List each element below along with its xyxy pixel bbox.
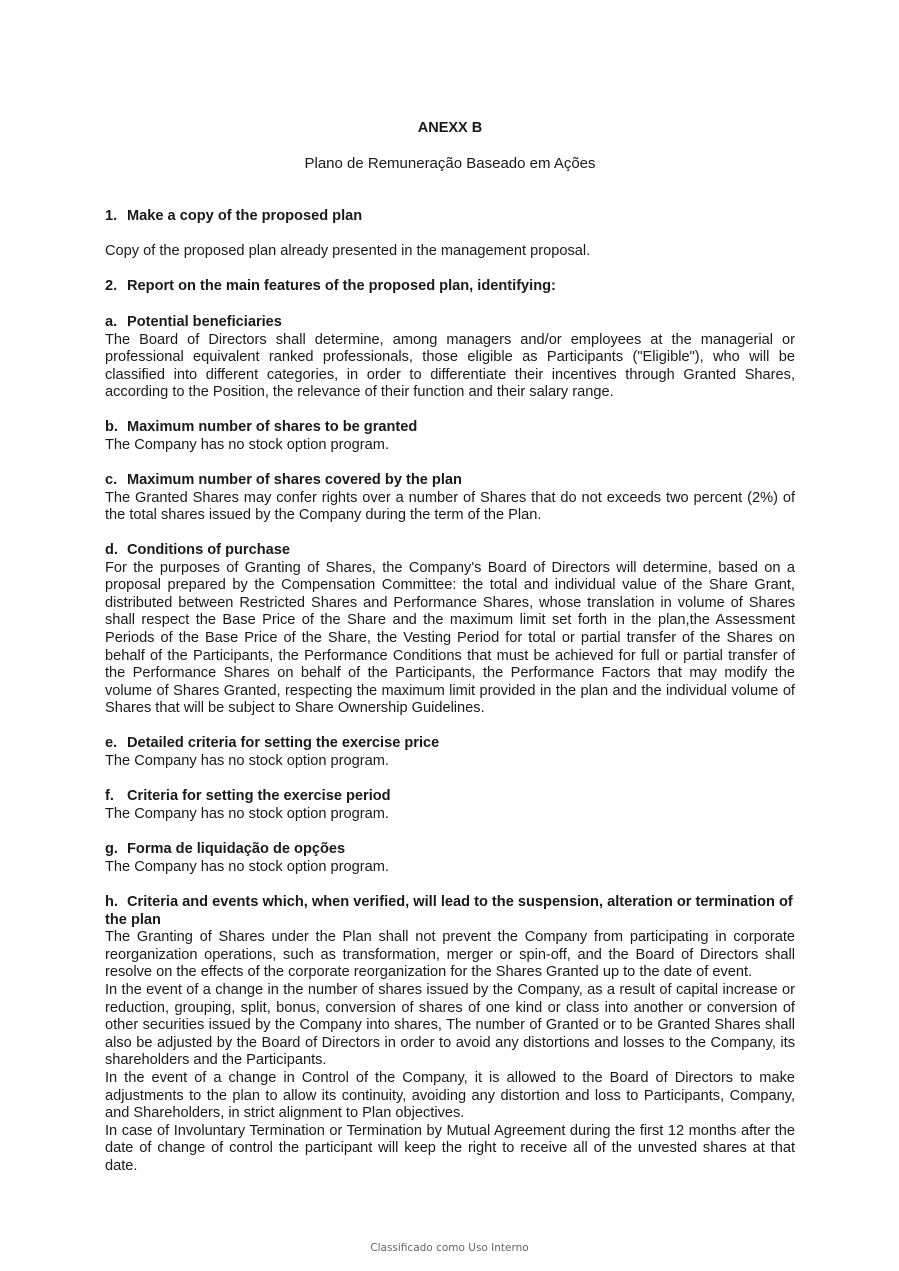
section-g-heading: g. Forma de liquidação de opções: [105, 841, 346, 857]
section-c-heading: c. Maximum number of shares covered by the plan: [105, 472, 462, 488]
section-f: [105, 788, 795, 823]
section-1-body: Copy of the proposed plan already presented in the management proposal.: [105, 243, 591, 259]
section-h: [105, 894, 795, 1176]
section-a: [105, 314, 795, 402]
section-b-text: The Company has no stock option program.: [105, 436, 389, 453]
section-f-text: The Company has no stock option program.: [105, 805, 389, 822]
section-d-text: For the purposes of Granting of Shares, the Company's Board of Directors will determine, based on a proposal prepared by the Compensation Committee: the total and individual value of the Share Grant, distributed between Restricted Shares and Performance Shares, whose translation in volume of Shares shall respect the Base Price of the Share and the maximum limit set forth in the plan,the Assessment Periods of the Base Price of the Share, the Vesting Period for total or partial transfer of the Shares on behalf of the Participants, the Performance Conditions that must be achieved for full or partial transfer of the Performance Shares on behalf of the Participants, the Performance Factors that may modify the volume of Shares Granted, respecting the maximum limit provided in the plan and the individual volume of Shares that will be subject to Share Ownership Guidelines.: [105, 559, 795, 717]
section-h-paragraph-1: The Granting of Shares under the Plan shall not prevent the Company from participating in corporate reorganization operations, such as transformation, merger or spin-off, and the Board of Directors shall resolve on the effects of the corporate reorganization for the Shares Granted up to the date of event.: [105, 929, 795, 981]
section-f-heading: f. Criteria for setting the exercise period: [105, 788, 391, 804]
section-e: [105, 735, 795, 770]
section-1: [105, 208, 795, 226]
section-2-heading: 2. Report on the main features of the proposed plan, identifying:: [105, 278, 556, 294]
section-a-text: The Board of Directors shall determine, among managers and/or employees at the managerial or professional equivalent ranked professionals, those eligible as Participants ("Eligible"), who will be classified into different categories, in order to differentiate their incentives through Granted Shares, according to the Position, the relevance of their function and their salary range.: [105, 331, 795, 401]
section-2: [105, 278, 795, 296]
section-a-heading: a. Potential beneficiaries: [105, 314, 282, 330]
section-h-paragraph-3: In the event of a change in Control of the Company, it is allowed to the Board of Directors to make adjustments to the plan to allow its continuity, avoiding any distortion and loss to Participants, Company, and Shareholders, in strict alignment to Plan objectives.: [105, 1069, 795, 1122]
section-e-heading: e. Detailed criteria for setting the exercise price: [105, 735, 440, 751]
section-b-heading: b. Maximum number of shares to be granted: [105, 419, 418, 435]
document-subtitle: Plano de Remuneração Baseado em Ações: [304, 155, 596, 172]
document-title: ANEXX B: [417, 120, 483, 136]
section-h-paragraph-4: In case of Involuntary Termination or Termination by Mutual Agreement during the first 12 months after the date of change of control the participant will keep the right to receive all of the unvested shares at that date.: [105, 1122, 795, 1174]
section-d: [105, 542, 795, 718]
section-d-heading: d. Conditions of purchase: [105, 542, 290, 558]
section-e-text: The Company has no stock option program.: [105, 752, 389, 769]
section-h-heading: h. Criteria and events which, when verified, will lead to the suspension, alteration or termination of the plan: [105, 894, 793, 928]
section-c-text: The Granted Shares may confer rights over a number of Shares that do not exceeds two percent (2%) of the total shares issued by the Company during the term of the Plan.: [105, 489, 795, 524]
section-b: [105, 419, 795, 454]
section-g-text: The Company has no stock option program.: [105, 858, 389, 875]
section-c: [105, 472, 795, 525]
section-g: [105, 841, 795, 876]
section-h-paragraph-2: In the event of a change in the number of shares issued by the Company, as a result of capital increase or reduction, grouping, split, bonus, conversion of shares of one kind or class into another or conversion of other securities issued by the Company into shares, The number of Granted or to be Granted Shares shall also be adjusted by the Board of Directors in order to avoid any distortions and losses to the Company, its shareholders and the Participants.: [105, 981, 795, 1069]
classification-footer: Classificado como Uso Interno: [370, 1242, 529, 1254]
section-1-heading: 1. Make a copy of the proposed plan: [105, 208, 363, 224]
